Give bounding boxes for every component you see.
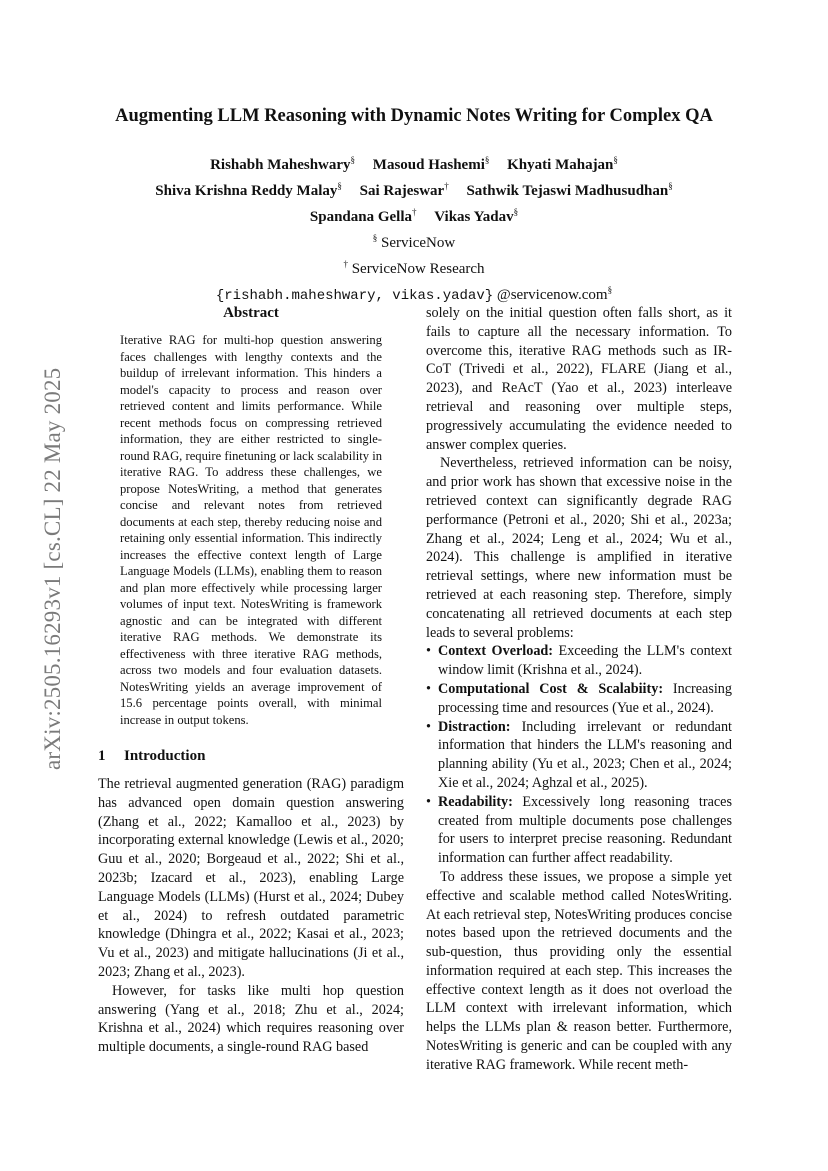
intro-paragraph-1: The retrieval augmented generation (RAG) paradigm has advanced open domain question answering (Zhang et al., 2022; Kamalloo et al., 2023) by incorporating external knowledge (Lewis et al., 2020; Guu et al., 2020; Borgeaud et al., 2022; Shi et al., 2023b; Izacard et al., 2023), enabling Large Language Models (LLMs) (Hurst et al., 2024; Dubey et al., 2024) to refresh outdated parametric knowledge (Dhingra et al., 2022; Kasai et al., 2023; Vu et al., 2023) and mitigate hallucinations (Ji et al., 2023; Zhang et al., 2023).	[98, 776, 404, 980]
affiliation-2: † ServiceNow Research	[343, 259, 485, 277]
arxiv-stamp: arXiv:2505.16293v1 [cs.CL] 22 May 2025	[40, 367, 65, 770]
affiliation-1: § ServiceNow	[372, 233, 456, 251]
right-column	[426, 304, 732, 1075]
paper-title: Augmenting LLM Reasoning with Dynamic Notes Writing for Complex QA	[115, 106, 713, 126]
author-name: Sathwik Tejaswi Madhusudhan	[466, 183, 669, 199]
list-item: • Computational Cost & Scalabiity: Increasing processing time and resources (Yue et al., 2024).	[426, 680, 732, 716]
author-name: Spandana Gella	[309, 209, 413, 225]
author-row-3: Spandana Gella† Vikas Yadav§	[309, 207, 519, 225]
section-heading	[98, 748, 404, 765]
section-number: 1	[98, 748, 106, 764]
author-name: Sai Rajeswar	[359, 183, 445, 199]
list-item: • Context Overload: Exceeding the LLM's context window limit (Krishna et al., 2024).	[426, 643, 732, 679]
author-email: {rishabh.maheshwary, vikas.yadav} @servicenow.com§	[215, 285, 613, 304]
intro-paragraph-2: However, for tasks like multi hop question answering (Yang et al., 2018; Zhu et al., 2024; Krishna et al., 2024) which requires reasoning over multiple documents, a single-round RAG based	[98, 982, 404, 1056]
author-row-1: Rishabh Maheshwary§ Masoud Hashemi§ Khyati Mahajan§	[210, 155, 618, 173]
author-row-2: Shiva Krishna Reddy Malay§ Sai Rajeswar† Sathwik Tejaswi Madhusudhan§	[155, 181, 673, 199]
right-paragraph-3: To address these issues, we propose a simple yet effective and scalable method called NotesWriting. At each retrieval step, NotesWriting produces concise notes based upon the retrieved documents and the sub-question, thus providing only the essential information required at each step. This increases the effective context length as it does not overload the LLM context with irrelevant information, which helps the LLMs plan & reason better. Furthermore, NotesWriting is generic and can be coupled with any iterative RAG framework. While recent meth-	[426, 868, 732, 1073]
problem-list	[426, 642, 732, 868]
author-name: Masoud Hashemi	[372, 157, 485, 173]
abstract-heading: Abstract	[223, 305, 279, 321]
list-item: • Distraction: Including irrelevant or redundant information that hinders the LLM's reasoning and planning ability (Yu et al., 2023; Chen et al., 2024; Xie et al., 2024; Aghzal et al., 2025).	[426, 718, 733, 791]
author-block	[0, 150, 828, 307]
author-name: Vikas Yadav	[434, 209, 514, 225]
left-column	[98, 305, 404, 1057]
abstract-text: Iterative RAG for multi-hop question answering faces challenges with lengthy contexts and the buildup of irrelevant information. This hinders a model's capacity to process and reason over retrieved content and limits performance. While recent methods focus on compressing retrieved information, they are either restricted to single-round RAG, require finetuning or lack scalability in iterative RAG. To address these challenges, we propose NotesWriting, a method that generates concise and relevant notes from retrieved documents at each step, thereby reducing noise and retaining only essential information. This indirectly increases the effective context length of Large Language Models (LLMs), enabling them to reason and plan more effectively while processing larger volumes of input text. NotesWriting is framework agnostic and can be integrated with different iterative RAG methods. We demonstrate its effectiveness with three iterative RAG methods, across two models and four evaluation datasets. NotesWriting yields an average improvement of 15.6 percentage points overall, with minimal increase in output tokens.	[120, 333, 382, 727]
right-paragraph-1: solely on the initial question often falls short, as it fails to capture all the necessary information. To overcome this, iterative RAG methods such as IR-CoT (Trivedi et al., 2022), FLARE (Jiang et al., 2023), and ReAcT (Yao et al., 2023) interleave retrieval and reasoning over multiple steps, progressively accumulating the evidence needed to answer complex queries.	[426, 305, 732, 453]
section-title: Introduction	[124, 748, 206, 764]
list-item: • Readability: Excessively long reasoning traces created from multiple documents pose challenges for users to interpret precise reasoning. Redundant information can further affect readability.	[426, 793, 732, 867]
author-name: Shiva Krishna Reddy Malay	[155, 183, 338, 199]
author-name: Rishabh Maheshwary	[210, 157, 351, 173]
author-name: Khyati Mahajan	[507, 157, 614, 173]
right-paragraph-2: Nevertheless, retrieved information can be noisy, and prior work has shown that excessive noise in the retrieved context can significantly degrade RAG performance (Petroni et al., 2020; Shi et al., 2023a; Zhang et al., 2024; Leng et al., 2024; Wu et al., 2024). This challenge is amplified in iterative retrieval settings, where new information must be retrieved at each reasoning step. Therefore, simply concatenating all retrieved documents at each step leads to several problems:	[426, 455, 732, 641]
